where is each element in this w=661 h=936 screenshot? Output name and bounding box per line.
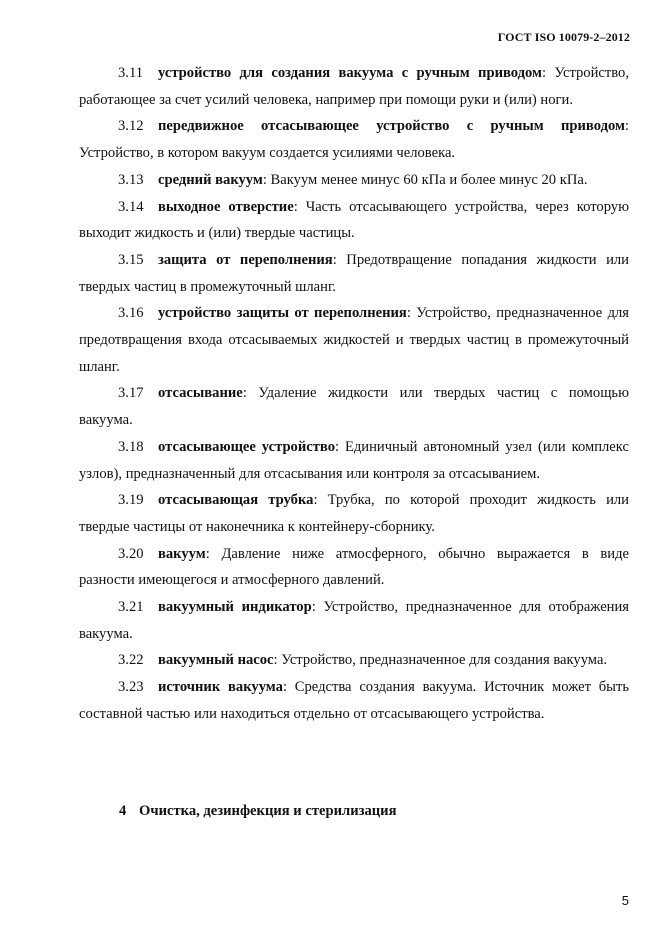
term-entry xyxy=(79,487,629,540)
term-entry xyxy=(79,194,629,247)
term-number: 3.21 xyxy=(118,599,144,616)
term-entry xyxy=(79,674,629,727)
term-name: средний вакуум xyxy=(158,171,263,188)
term-entry xyxy=(79,113,629,166)
term-name: источник вакуума xyxy=(158,679,283,696)
document-header: ГОСТ ISO 10079-2–2012 xyxy=(497,30,630,44)
term-definition: : Устройство, в котором вакуум создается усилиями человека. xyxy=(79,118,629,162)
term-definition: : Устройство, работающее за счет усилий человека, например при помощи руки и (или) ноги. xyxy=(79,65,629,108)
term-number: 3.23 xyxy=(118,679,144,696)
term-name: устройство защиты от переполнения xyxy=(158,305,407,322)
term-entry xyxy=(79,541,629,594)
term-name: передвижное отсасывающее устройство с ручным приводом xyxy=(158,118,625,135)
page-number: 5 xyxy=(621,893,629,908)
term-definition: : Средства создания вакуума. Источник может быть составной частью или находиться отдельно от отсасывающего устройства. xyxy=(79,679,629,722)
term-name: выходное отверстие xyxy=(158,198,294,215)
term-definition: : Вакуум менее минус 60 кПа и более минус 20 кПа. xyxy=(262,171,588,188)
term-definition: : Предотвращение попадания жидкости или твердых частиц в промежуточный шланг. xyxy=(79,251,629,295)
term-entry xyxy=(79,300,629,380)
term-definition: : Удаление жидкости или твердых частиц с помощью вакуума. xyxy=(79,385,629,429)
term-number: 3.22 xyxy=(118,652,144,669)
term-number: 3.17 xyxy=(118,385,144,402)
terms-list xyxy=(79,60,629,728)
term-number: 3.15 xyxy=(118,251,144,268)
term-definition: : Единичный автономный узел (или комплекс узлов), предназначенный для отсасывания или контроля за отсасыванием. xyxy=(79,438,629,482)
term-number: 3.13 xyxy=(118,171,144,188)
term-number: 3.11 xyxy=(118,65,143,81)
term-definition: : Устройство, предназначенное для предотвращения входа отсасываемых жидкостей и твердых частиц в промежуточный шланг. xyxy=(79,305,629,375)
term-number: 3.12 xyxy=(118,118,144,135)
term-name: вакуум xyxy=(158,545,206,562)
term-entry xyxy=(79,167,629,194)
term-name: отсасывающее устройство xyxy=(158,438,335,455)
term-name: отсасывание xyxy=(158,385,243,402)
term-entry xyxy=(79,647,629,674)
term-entry xyxy=(79,434,629,487)
term-entry xyxy=(79,60,629,113)
term-definition: : Устройство, предназначенное для отображения вакуума. xyxy=(79,599,630,642)
section-heading xyxy=(119,803,396,820)
term-number: 3.18 xyxy=(118,438,144,455)
term-name: защита от переполнения xyxy=(158,251,333,268)
term-number: 3.16 xyxy=(118,305,144,322)
term-name: отсасывающая трубка xyxy=(158,492,314,509)
term-entry xyxy=(79,247,629,300)
term-definition: : Часть отсасывающего устройства, через которую выходит жидкость и (или) твердые частицы. xyxy=(79,198,629,242)
term-definition: : Устройство, предназначенное для создания вакуума. xyxy=(273,652,608,669)
section-title: Очистка, дезинфекция и стерилизация xyxy=(139,803,397,819)
term-name: устройство для создания вакуума с ручным приводом xyxy=(158,65,542,81)
term-definition: : Трубка, по которой проходит жидкость или твердые частицы от наконечника к контейнеру-сборнику. xyxy=(79,492,629,535)
term-entry xyxy=(79,380,629,433)
term-name: вакуумный индикатор xyxy=(158,599,312,616)
section-number: 4 xyxy=(119,803,127,819)
term-number: 3.20 xyxy=(118,545,144,562)
term-name: вакуумный насос xyxy=(158,652,274,669)
term-number: 3.19 xyxy=(118,492,144,509)
term-definition: : Давление ниже атмосферного, обычно выражается в виде разности имеющегося и атмосферного давлений. xyxy=(79,545,629,589)
term-entry xyxy=(79,594,629,647)
term-number: 3.14 xyxy=(118,198,144,215)
